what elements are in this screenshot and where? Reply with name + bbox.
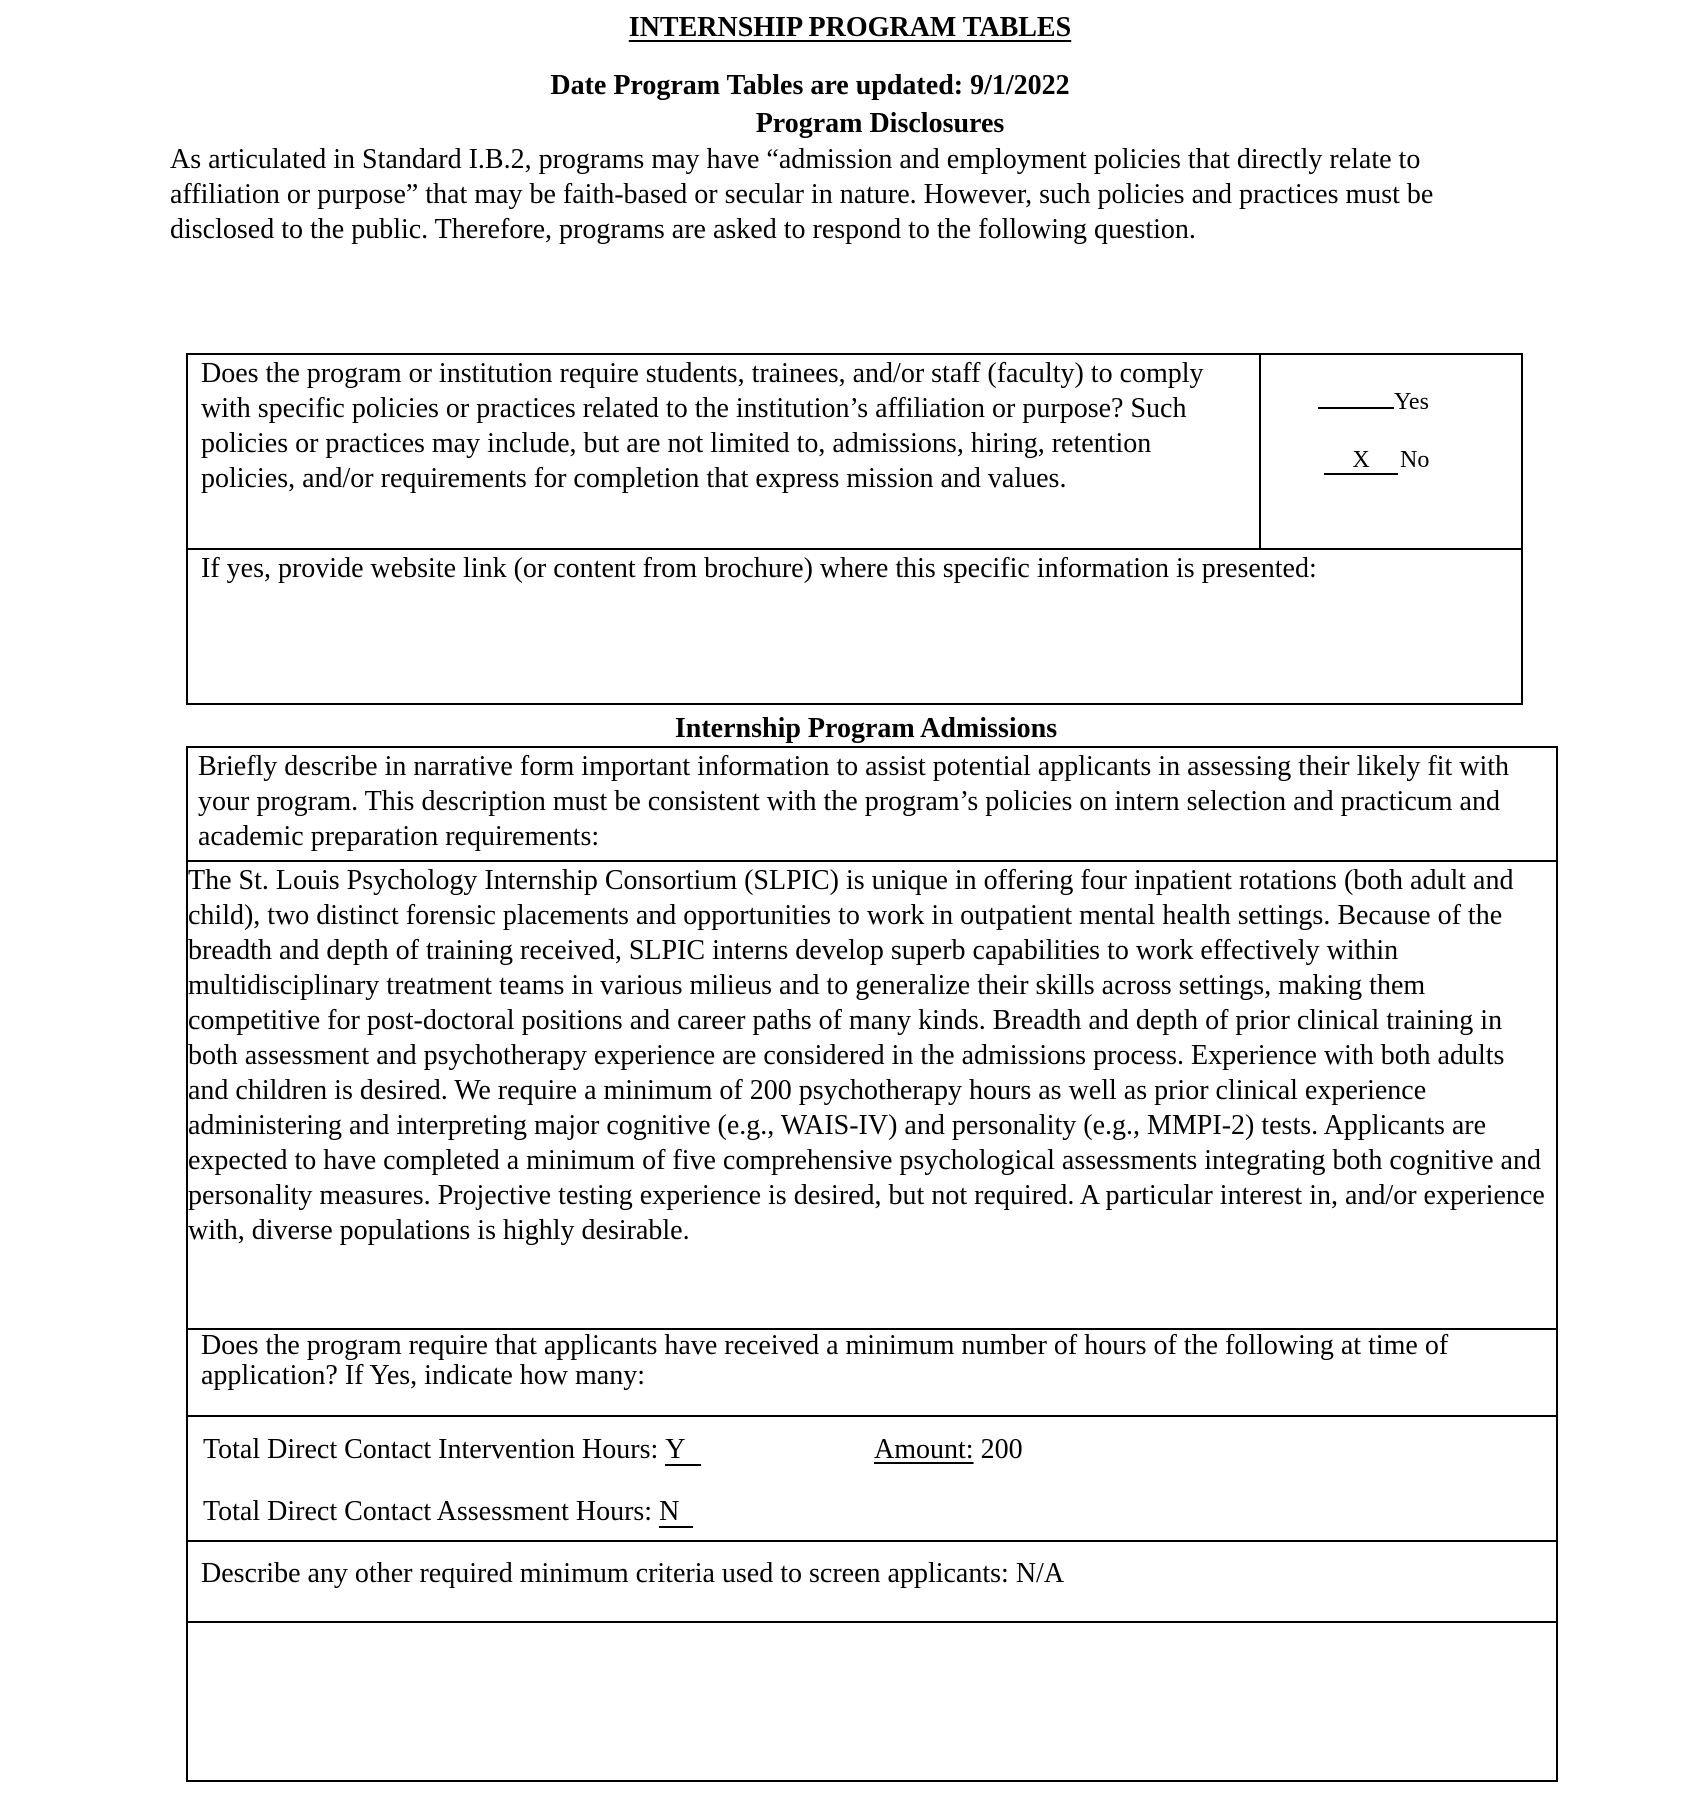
column-divider — [1259, 355, 1261, 548]
admissions-table — [186, 746, 1558, 1782]
assessment-hours-row — [203, 1494, 1523, 1529]
other-criteria-row — [201, 1556, 1521, 1591]
row-divider — [188, 860, 1556, 862]
website-link-prompt: If yes, provide website link (or content from brochure) where this specific information is presented: — [201, 553, 1317, 584]
disclosures-intro-text: As articulated in Standard I.B.2, programs may have “admission and employment policies that directly relate to affiliation or purpose” that may be faith-based or secular in nature. However, such policies and practices must be disclosed to the public. Therefore, programs are asked to respond to the following question. — [170, 144, 1434, 245]
intervention-hours-row — [203, 1432, 1523, 1467]
assessment-hours-value[interactable]: N — [659, 1498, 693, 1528]
row-divider — [188, 1540, 1556, 1542]
blank-cell — [188, 1623, 1556, 1779]
hours-question: Does the program require that applicants have received a minimum number of hours of the following at time of application? If Yes, indicate how many: — [201, 1330, 1449, 1391]
yes-label: Yes — [1394, 389, 1429, 415]
intervention-hours-label: Total Direct Contact Intervention Hours: — [203, 1434, 659, 1465]
disclosures-heading: Program Disclosures — [755, 108, 1005, 139]
yes-checkmark[interactable] — [1318, 407, 1394, 409]
admissions-prompt: Briefly describe in narrative form important information to assist potential applicants in assessing their likely fit with your program. This description must be consistent with the program’s policies on intern selection and practicum and academic preparation requirements: — [198, 751, 1510, 852]
no-option[interactable] — [1324, 447, 1429, 475]
page-title: INTERNSHIP PROGRAM TABLES — [628, 12, 1072, 43]
disclosure-table — [186, 353, 1523, 705]
amount-label: Amount: — [874, 1434, 974, 1465]
amount-row — [874, 1432, 1274, 1467]
assessment-hours-label: Total Direct Contact Assessment Hours: — [203, 1496, 653, 1527]
no-checkmark[interactable]: X — [1324, 447, 1398, 475]
row-divider — [188, 1415, 1556, 1417]
update-date: Date Program Tables are updated: 9/1/2022 — [550, 70, 1070, 101]
row-divider — [188, 548, 1521, 550]
amount-value[interactable]: 200 — [980, 1434, 1023, 1465]
yes-option[interactable] — [1318, 389, 1429, 416]
disclosures-intro — [170, 142, 1470, 247]
admissions-heading: Internship Program Admissions — [674, 713, 1058, 744]
website-link-field[interactable] — [201, 591, 1501, 691]
affiliation-question: Does the program or institution require students, trainees, and/or staff (faculty) to comply with specific policies or practices related to the institution’s affiliation or purpose? Such policies or practices may include, but are not limited to, admissions, hiring, retention policies, and/or requirements for completion that express mission and values. — [201, 358, 1204, 494]
other-criteria-value[interactable]: N/A — [1015, 1558, 1065, 1589]
admissions-narrative: The St. Louis Psychology Internship Consortium (SLPIC) is unique in offering four inpatient rotations (both adult and child), two distinct forensic placements and opportunities to work in outpatient mental health settings. Because of the breadth and depth of training received, SLPIC interns develop superb capabilities to work effectively within multidisciplinary treatment teams in various milieus and to generalize their skills across settings, making them competitive for post-doctoral positions and career paths of many kinds. Breadth and depth of prior clinical training in both assessment and psychotherapy experience are considered in the admissions process. Experience with both adults and children is desired. We require a minimum of 200 psychotherapy hours as well as prior clinical experience administering and interpreting major cognitive (e.g., WAIS-IV) and personality (e.g., MMPI-2) tests. Applicants are expected to have completed a minimum of five comprehensive psychological assessments integrating both cognitive and personality measures. Projective testing experience is desired, but not required. A particular interest in, and/or experience with, diverse populations is highly desirable. — [188, 865, 1545, 1246]
no-label: No — [1400, 447, 1430, 473]
other-criteria-label: Describe any other required minimum criteria used to screen applicants: — [201, 1558, 1009, 1589]
intervention-hours-value[interactable]: Y — [665, 1436, 701, 1466]
